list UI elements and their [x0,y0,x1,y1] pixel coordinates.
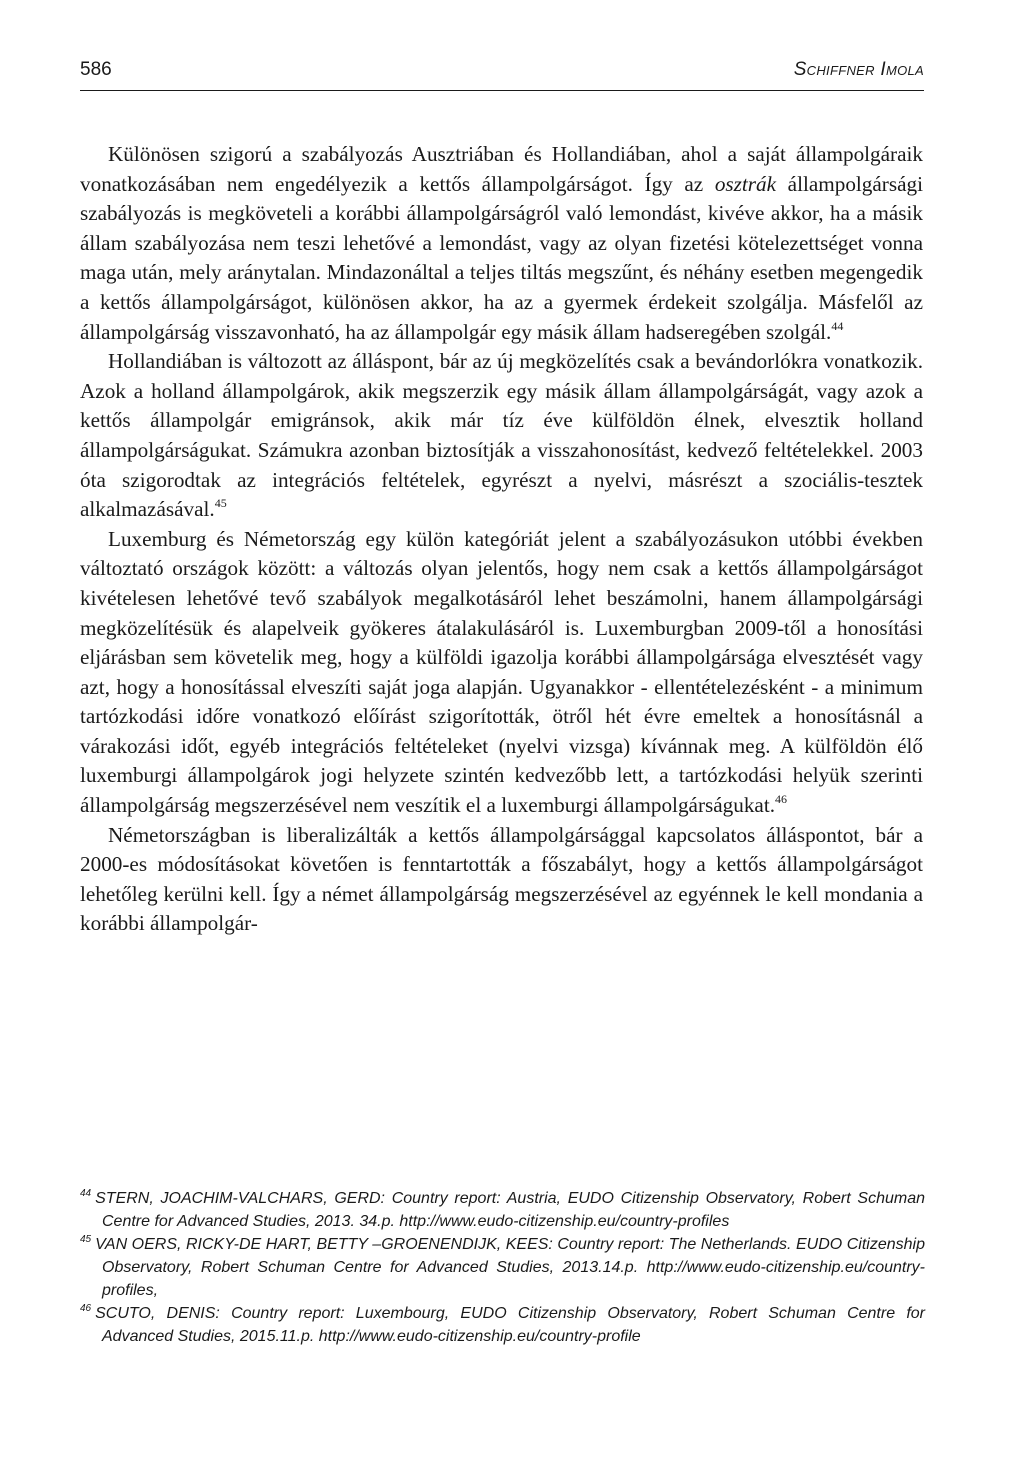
footnote-ref-44[interactable]: 44 [831,318,844,333]
paragraph-germany [80,821,923,939]
footnote-ref-45[interactable]: 45 [214,496,227,511]
header-rule [80,90,924,91]
paragraph-luxembourg-text: Luxemburg és Németország egy külön kategóriát jelent a szabályozásukon utóbbi években változtató országok között: a változás olyan jelentős, hogy nem csak a kettős állampolgárságot kivételesen lehetővé tevő szabályok megalkotásáról lehet beszámolni, hanem állampolgársági megközelítésük és alapelveik gyökeres átalakulásáról is. Luxemburgban 2009-től a honosítási eljárásban sem követelik meg, hogy a külföldi igazolja korábbi állampolgársága elvesztését vagy azt, hogy a honosítással elveszíti saját joga alapján. Ugyanakkor - ellentételezésként - a minimum tartózkodási időre vonatkozó előírást szigorították, ötről hét évre emeltek a honosításnál a várakozási időt, egyéb integrációs feltételeket (nyelvi vizsga) kívánnak meg. A külföldön élő luxemburgi állampolgárok jogi helyzete szintén kedvezőbb lett, a tartózkodási helyük szerinti állampolgárság megszerzésével nem veszítik el a luxemburgi állampolgárságukat. [80,526,923,818]
footnote-number: 46 [80,1303,92,1314]
paragraph-austria-text-a: Különösen szigorú a szabályozás Ausztriában és Hollandiában, ahol a saját állampolgáraik vonatkozásában nem engedélyezik a kettős állampolgárságot. Így az [80,142,923,196]
page-number: 586 [80,59,112,80]
footnote-number: 45 [80,1234,92,1245]
footnote-text: STERN, JOACHIM-VALCHARS, GERD: Country report: Austria, EUDO Citizenship Observatory, Robert Schuman Centre for Advanced Studies, 2013. 34.p. http://www.eudo-citizenship.eu/country-profiles [95,1190,925,1230]
footnote-text: VAN OERS, RICKY-DE HART, BETTY –GROENENDIJK, KEES: Country report: The Netherlands. EUDO Citizenship Observatory, Robert Schuman Centre for Advanced Studies, 2013.14.p. http://www.eudo-citizenship.eu/country-profiles, [95,1236,925,1299]
footnote-45 [80,1233,925,1302]
paragraph-germany-text: Németországban is liberalizálták a kettős állampolgársággal kapcsolatos álláspontot, bár a 2000-es módosításokat követően is fenntartották a főszabályt, hogy a kettős állampolgárságot lehetőleg kerülni kell. Így a német állampolgárság megszerzésével az egyénnek le kell mondania a korábbi állampolgár- [80,822,923,936]
paragraph-austria-emphasis: osztrák [714,171,777,196]
footnote-ref-46[interactable]: 46 [775,792,788,807]
footnotes [80,1187,925,1348]
paragraph-austria [80,140,923,347]
paragraph-netherlands [80,347,923,525]
footnote-44 [80,1187,925,1233]
footnote-46 [80,1302,925,1348]
page-header [80,58,924,94]
paragraph-austria-text-b: állampolgársági szabályozás is megköveteli a korábbi állampolgárságról való lemondást, kivéve akkor, ha a másik állam szabályozása nem teszi lehetővé a lemondást, vagy az olyan fizetési kötelezettséget vonna maga után, mely aránytalan. Mindazonáltal a teljes tiltás megszűnt, és néhány esetben megengedik a kettős állampolgárságot, különösen akkor, ha az a gyermek érdekeit szolgálja. Másfelől az állampolgárság visszavonható, ha az állampolgár egy másik állam hadseregében szolgál. [80,171,923,344]
paragraph-netherlands-text: Hollandiában is változott az álláspont, bár az új megközelítés csak a bevándorlókra vonatkozik. Azok a holland állampolgárok, akik megszerzik egy másik állam állampolgárságát, vagy azok a kettős állampolgár emigránsok, akik már tíz éve külföldön élnek, elvesztik holland állampolgárságukat. Számukra azonban biztosítják a visszahonosítást, kedvező feltételekkel. 2003 óta szigorodtak az integrációs feltételek, egyrészt a nyelvi, másrészt a szociális-tesztek alkalmazásával. [80,349,923,522]
paragraph-luxembourg [80,525,923,821]
footnote-number: 44 [80,1188,92,1199]
main-body-text [80,140,923,939]
footnote-text: SCUTO, DENIS: Country report: Luxembourg, EUDO Citizenship Observatory, Robert Schuman Centre for Advanced Studies, 2015.11.p. http://www.eudo-citizenship.eu/country-profile [95,1305,925,1345]
running-head-author: Schiffner Imola [793,59,924,80]
